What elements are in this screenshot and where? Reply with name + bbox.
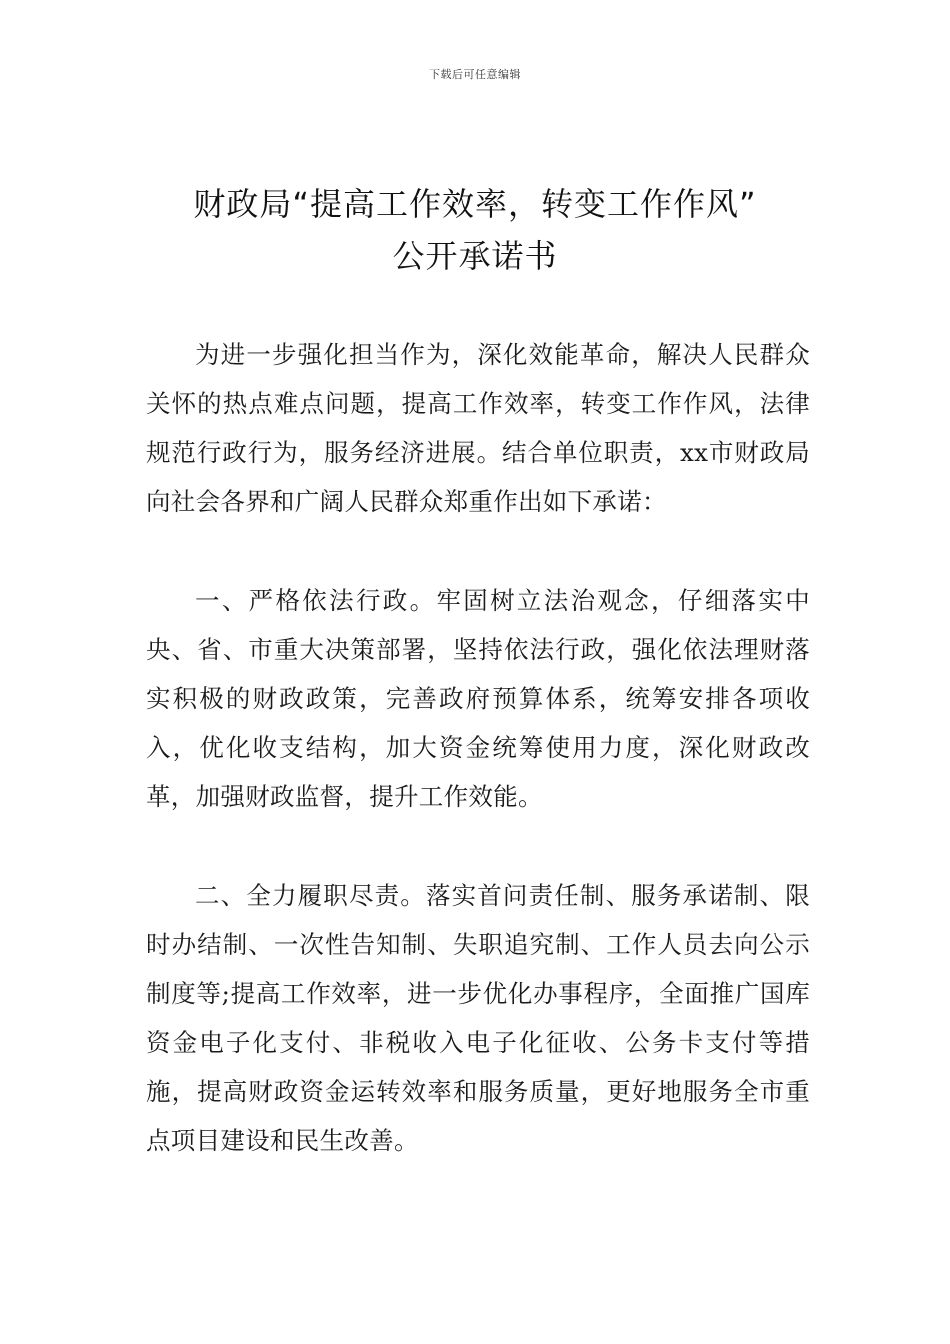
document-body bbox=[146, 330, 810, 1215]
paragraph-item-1: 一、严格依法行政。牢固树立法治观念，仔细落实中央、省、市重大决策部署，坚持依法行政，强化依法理财落实积极的财政政策，完善政府预算体系，统筹安排各项收入，优化收支结构，加大资金统筹使用力度，深化财政改革，加强财政监督，提升工作效能。 bbox=[146, 586, 810, 811]
title-line-2: 公开承诺书 bbox=[392, 237, 558, 275]
paragraph-intro: 为进一步强化担当作为，深化效能革命，解决人民群众关怀的热点难点问题，提高工作效率，转变工作作风，法律规范行政行为，服务经济进展。结合单位职责，xx市财政局向社会各界和广阔人民群众郑重作出如下承诺： bbox=[146, 340, 810, 516]
title-line-1: 财政局“提高工作效率，转变工作作风” bbox=[193, 185, 757, 223]
document-title bbox=[120, 178, 830, 282]
paragraph-item-2: 二、全力履职尽责。落实首问责任制、服务承诺制、限时办结制、一次性告知制、失职追究制、工作人员去向公示制度等;提高工作效率，进一步优化办事程序，全面推广国库资金电子化支付、非税收入电子化征收、公务卡支付等措施，提高财政资金运转效率和服务质量，更好地服务全市重点项目建设和民生改善。 bbox=[146, 881, 810, 1155]
header-note: 下载后可任意编辑 bbox=[429, 68, 521, 81]
